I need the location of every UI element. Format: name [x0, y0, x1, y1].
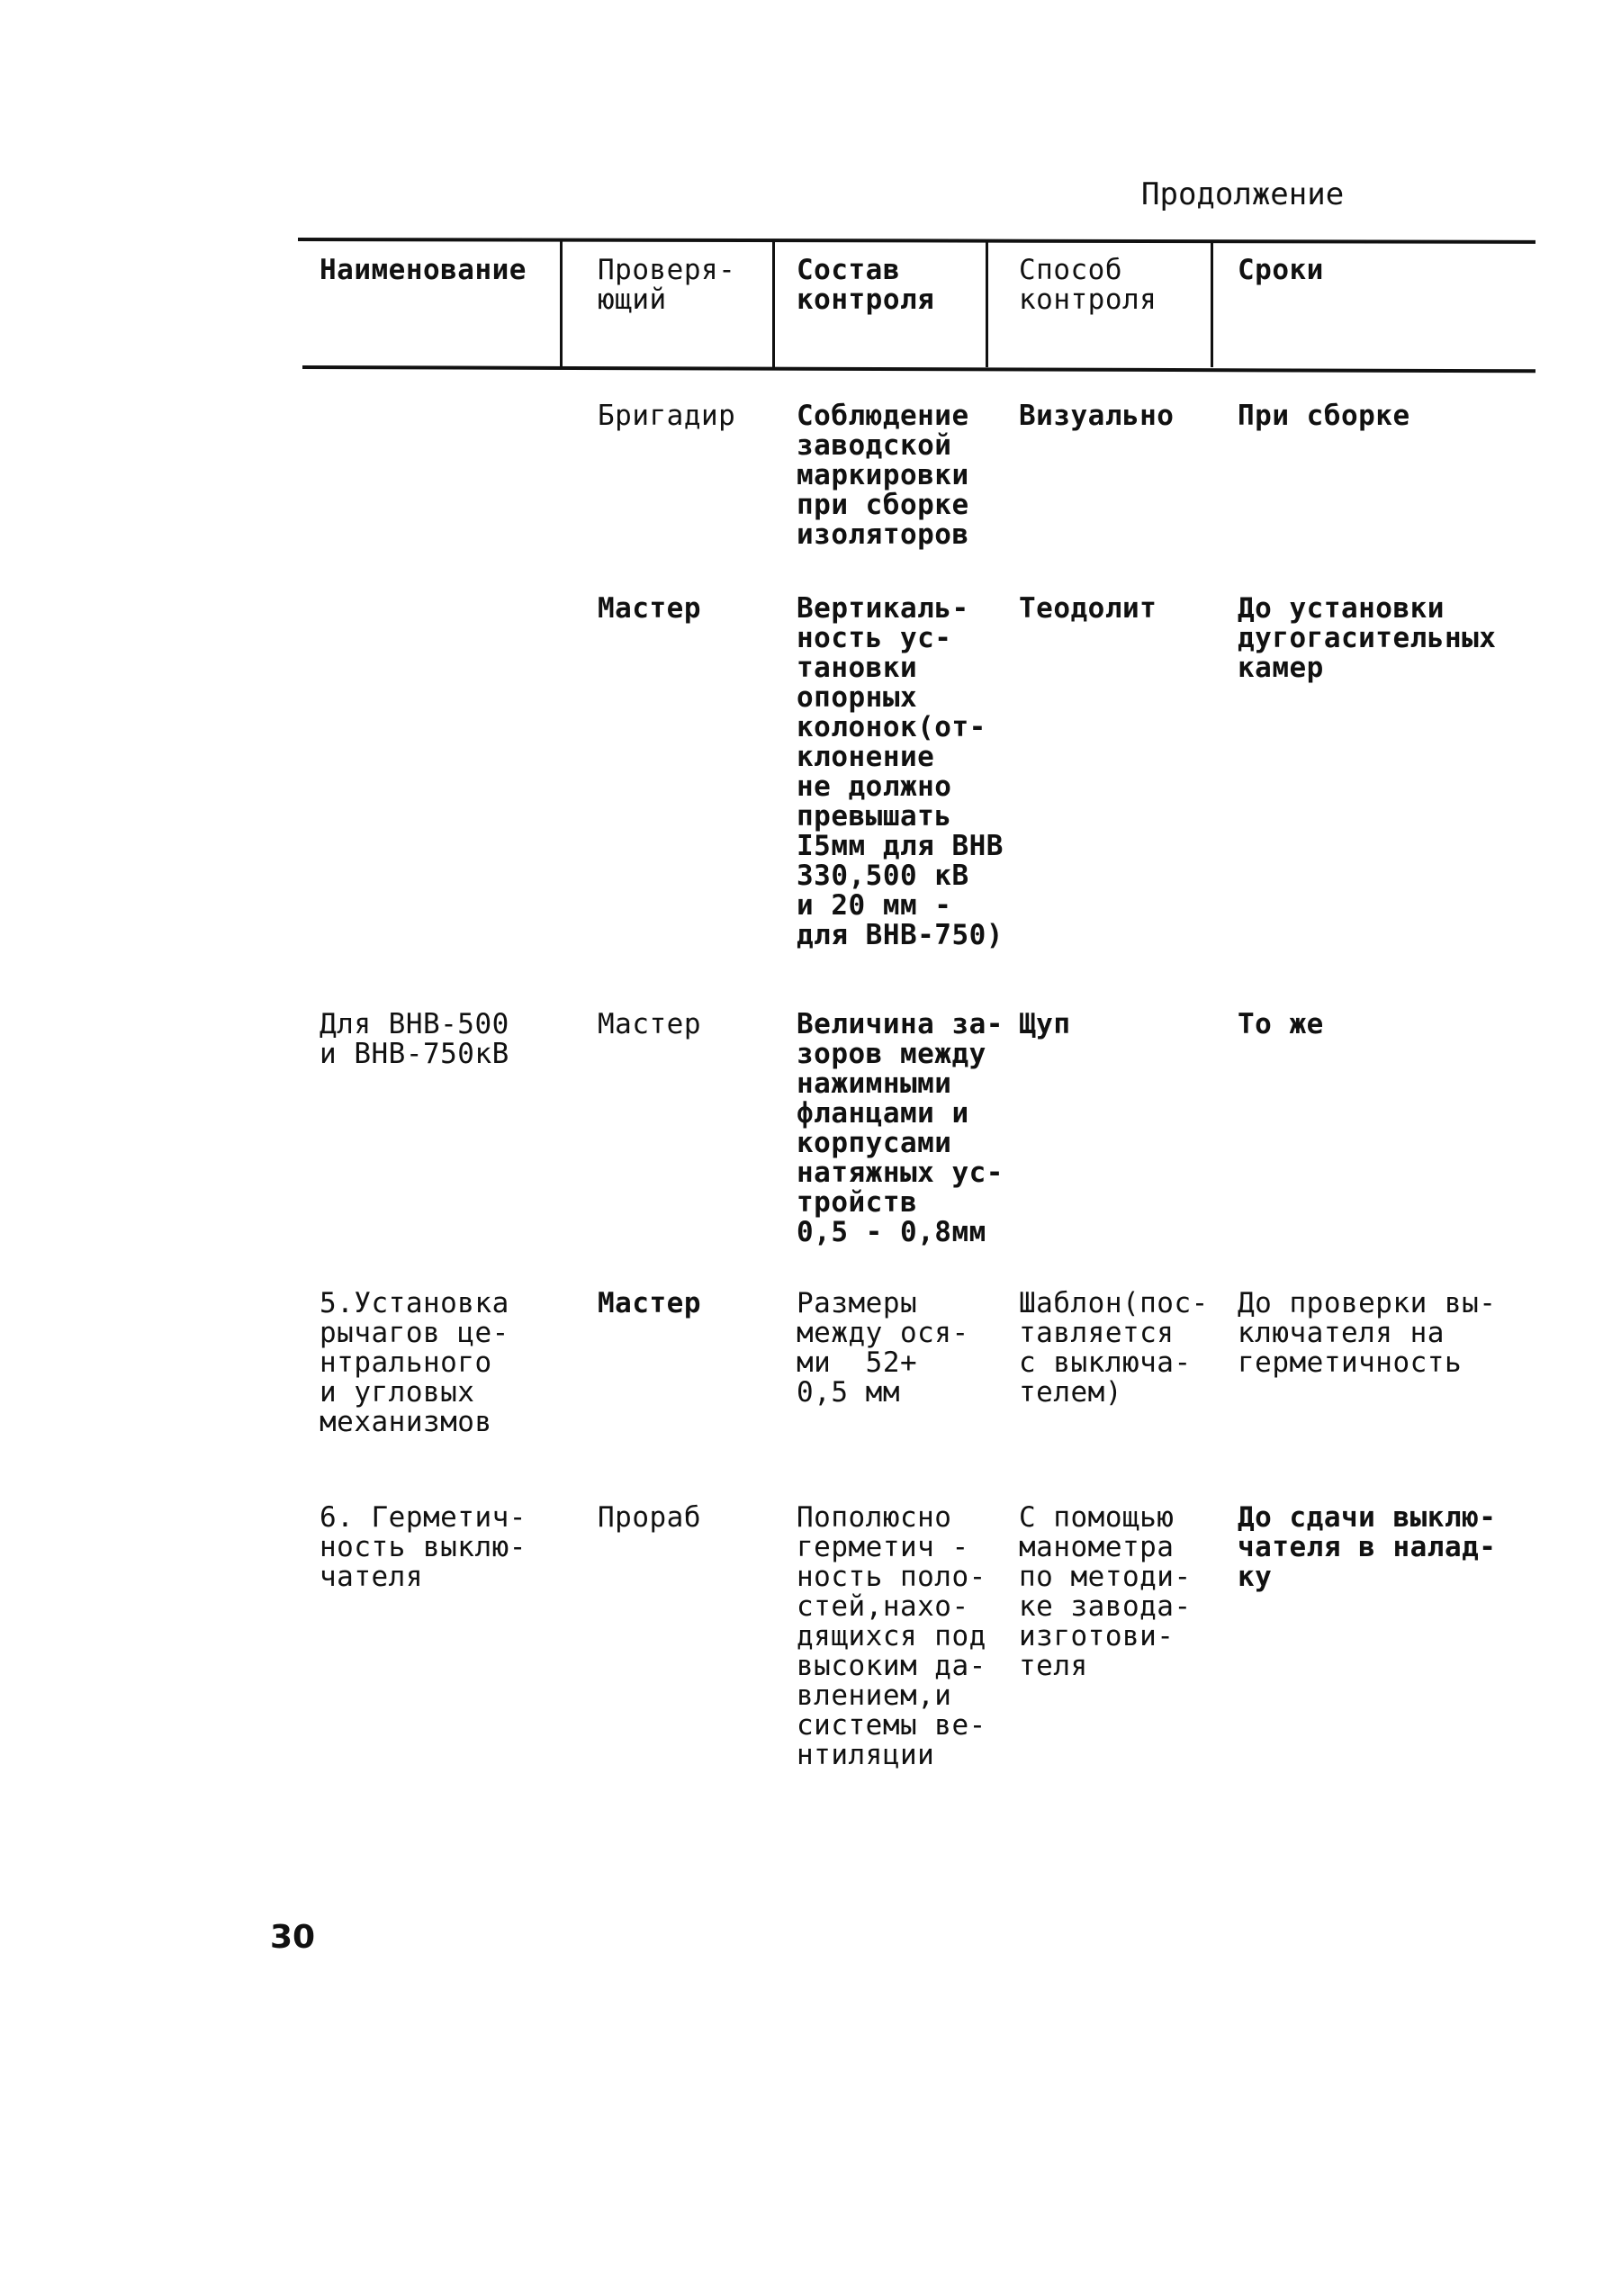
- table-cell-term: До проверки вы- ключателя на герметичность: [1238, 1287, 1497, 1379]
- header-divider: [772, 241, 775, 367]
- table-cell-inspector: Мастер: [598, 1008, 701, 1040]
- table-cell-content: Соблюдение заводской маркировки при сборке изоляторов: [797, 400, 969, 551]
- table-cell-inspector: Бригадир: [598, 400, 736, 432]
- header-divider: [986, 241, 988, 367]
- table-cell-term: До сдачи выклю- чателя в налад- ку: [1238, 1501, 1497, 1593]
- table-top-rule: [298, 238, 1535, 244]
- table-cell-method: Щуп: [1019, 1008, 1071, 1040]
- table-cell-method: Визуально: [1019, 400, 1175, 432]
- header-divider: [560, 241, 563, 367]
- table-cell-content: Величина за- зоров между нажимными фланцами и корпусами натяжных ус- тройств 0,5 - 0,8мм: [797, 1008, 1004, 1248]
- table-cell-content: Вертикаль- ность ус- тановки опорных колонок(от- клонение не должно превышать I5мм для ВНВ 330,500 кВ и 20 мм - для ВНВ-750): [797, 592, 1004, 951]
- table-cell-inspector: Мастер: [598, 592, 701, 625]
- header-divider: [1211, 241, 1213, 367]
- table-cell-term: При сборке: [1238, 400, 1410, 432]
- column-header-name: Наименование: [320, 254, 527, 286]
- table-cell-content: Пополюсно герметич - ность поло- стей,нахо- дящихся под высоким да- влением,и системы ве- нтиляции: [797, 1501, 986, 1771]
- continuation-label: Продолжение: [1141, 176, 1345, 212]
- table-cell-name: Для ВНВ-500 и ВНВ-750кВ: [320, 1008, 509, 1070]
- table-cell-name: 6. Герметич- ность выклю- чателя: [320, 1501, 527, 1593]
- table-cell-inspector: Прораб: [598, 1501, 701, 1534]
- page-number: 30: [270, 1919, 316, 1956]
- table-header-rule: [302, 365, 1535, 373]
- column-header-method: Способ контроля: [1019, 254, 1157, 316]
- table-cell-inspector: Мастер: [598, 1287, 701, 1319]
- column-header-term: Сроки: [1238, 254, 1324, 286]
- column-header-content: Состав контроля: [797, 254, 935, 316]
- table-cell-content: Размеры между ося- ми 52+ 0,5 мм: [797, 1287, 969, 1409]
- table-cell-method: С помощью манометра по методи- ке завода- изготови- теля: [1019, 1501, 1192, 1682]
- column-header-inspector: Проверя- ющий: [598, 254, 736, 316]
- table-cell-method: Шаблон(пос- тавляется с выключа- телем): [1019, 1287, 1209, 1409]
- table-cell-name: 5.Установка рычагов це- нтрального и угловых механизмов: [320, 1287, 509, 1438]
- table-cell-term: То же: [1238, 1008, 1324, 1040]
- table-cell-term: До установки дугогасительных камер: [1238, 592, 1497, 684]
- table-cell-method: Теодолит: [1019, 592, 1157, 625]
